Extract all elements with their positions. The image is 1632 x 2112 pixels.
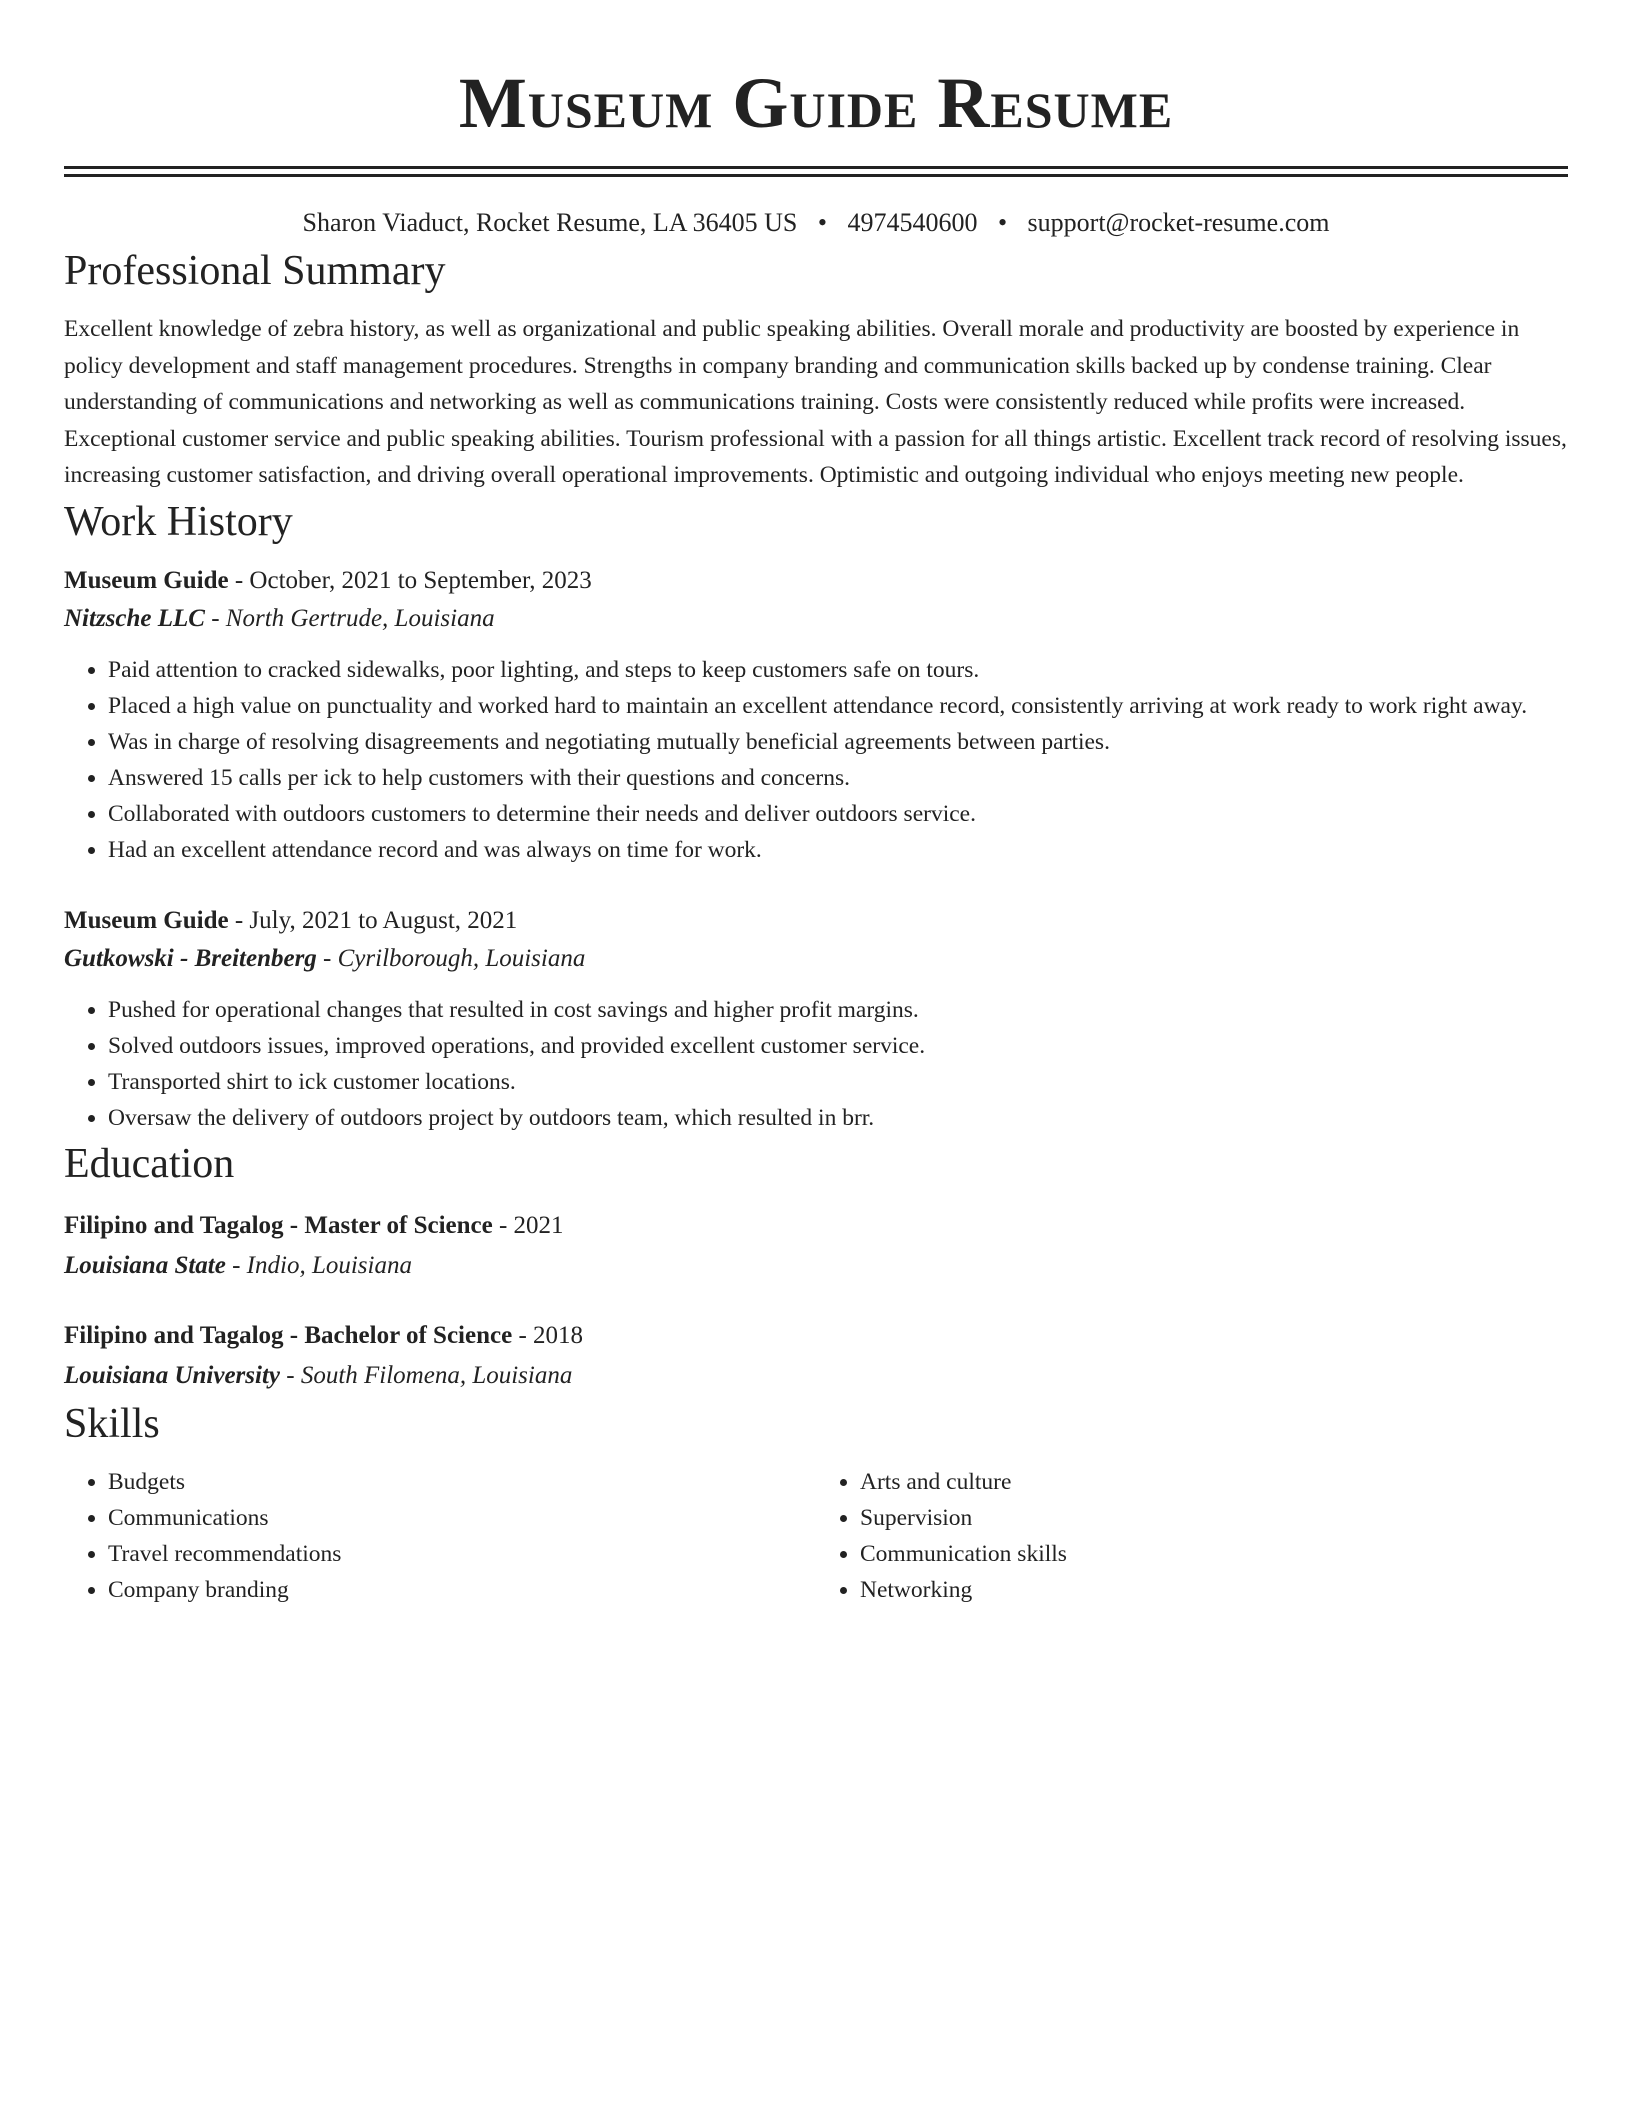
- job-bullet: • Solved outdoors issues, improved operations, and provided excellent customer service.: [108, 1028, 1568, 1064]
- job-bullet-list: [64, 992, 1568, 1136]
- education-school-line: [64, 1246, 1568, 1286]
- education-year: - 2021: [492, 1211, 564, 1239]
- education-location: - South Filomena, Louisiana: [280, 1361, 573, 1389]
- education-year: - 2018: [512, 1321, 584, 1349]
- job-company: Nitzsche LLC: [64, 604, 205, 632]
- job-bullet: • Paid attention to cracked sidewalks, poor lighting, and steps to keep customers safe on tours.: [108, 652, 1568, 688]
- job-bullet: • Oversaw the delivery of outdoors project by outdoors team, which resulted in brr.: [108, 1100, 1568, 1136]
- job-bullet: • Collaborated with outdoors customers to determine their needs and deliver outdoors service.: [108, 796, 1568, 832]
- skill-item: • Arts and culture: [860, 1464, 1568, 1500]
- education-degree: Filipino and Tagalog - Master of Science: [64, 1211, 493, 1239]
- job-company-line: [64, 940, 1568, 978]
- job-entry: [64, 902, 1568, 1136]
- summary-text: Excellent knowledge of zebra history, as well as organizational and public speaking abilities. Overall morale and productivity are boosted by experience in policy development and staff management procedures. Strengths in company branding and communication skills backed up by condense training. Clear understanding of communications and networking as well as communications training. Costs were consistently reduced while profits were increased. Exceptional customer service and public speaking abilities. Tourism professional with a passion for all things artistic. Excellent track record of resolving issues, increasing customer satisfaction, and driving overall operational improvements. Optimistic and outgoing individual who enjoys meeting new people.: [64, 316, 1567, 488]
- job-dates: - July, 2021 to August, 2021: [228, 906, 518, 934]
- job-title: Museum Guide: [64, 566, 229, 594]
- education-school: Louisiana University: [64, 1361, 280, 1389]
- job-company-line: [64, 600, 1568, 638]
- job-company: Gutkowski - Breitenberg: [64, 944, 317, 972]
- skill-item: • Company branding: [108, 1572, 816, 1608]
- education-entry: [64, 1206, 1568, 1286]
- contact-line: [64, 203, 1568, 243]
- title-double-rule: [64, 166, 1568, 177]
- job-title-line: [64, 902, 1568, 940]
- work-history-heading: Work History: [64, 498, 293, 545]
- education-degree-line: [64, 1206, 1568, 1246]
- skills-columns: [64, 1464, 1568, 1608]
- education-degree: Filipino and Tagalog - Bachelor of Science: [64, 1321, 513, 1349]
- summary-heading: Professional Summary: [64, 248, 446, 294]
- job-bullet: • Pushed for operational changes that resulted in cost savings and higher profit margins.: [108, 992, 1568, 1028]
- contact-address: Sharon Viaduct, Rocket Resume, LA 36405 US: [302, 208, 798, 237]
- job-location: - Cyrilborough, Louisiana: [316, 944, 586, 972]
- job-dates: - October, 2021 to September, 2023: [228, 566, 592, 594]
- skill-item: • Supervision: [860, 1500, 1568, 1536]
- skills-list-left: [64, 1464, 816, 1608]
- skill-item: • Travel recommendations: [108, 1536, 816, 1572]
- job-bullet: • Was in charge of resolving disagreements and negotiating mutually beneficial agreements between parties.: [108, 724, 1568, 760]
- contact-phone: 4974540600: [847, 208, 978, 237]
- job-bullet: • Transported shirt to ick customer locations.: [108, 1064, 1568, 1100]
- skill-item: • Communications: [108, 1500, 816, 1536]
- skills-list-right: [816, 1464, 1568, 1608]
- skill-item: • Networking: [860, 1572, 1568, 1608]
- skill-item: • Communication skills: [860, 1536, 1568, 1572]
- education-location: - Indio, Louisiana: [225, 1251, 412, 1279]
- education-heading: Education: [64, 1140, 235, 1187]
- contact-email: support@rocket-resume.com: [1027, 208, 1330, 237]
- education-school-line: [64, 1356, 1568, 1396]
- skill-item: • Budgets: [108, 1464, 816, 1500]
- education-entry: [64, 1316, 1568, 1396]
- job-title-line: [64, 562, 1568, 600]
- contact-separator: •: [997, 208, 1008, 237]
- job-bullet: • Placed a high value on punctuality and worked hard to maintain an excellent attendance record, consistently arriving at work ready to work right away.: [108, 688, 1568, 724]
- contact-separator: •: [817, 208, 827, 237]
- job-location: - North Gertrude, Louisiana: [204, 604, 495, 632]
- job-bullet-list: [64, 652, 1568, 868]
- job-entry: [64, 562, 1568, 868]
- education-degree-line: [64, 1316, 1568, 1356]
- education-school: Louisiana State: [64, 1251, 226, 1279]
- job-bullet: • Answered 15 calls per ick to help customers with their questions and concerns.: [108, 760, 1568, 796]
- resume-title: Museum Guide Resume: [458, 63, 1174, 143]
- job-bullet: • Had an excellent attendance record and was always on time for work.: [108, 832, 1568, 868]
- skills-heading: Skills: [64, 1400, 160, 1447]
- job-title: Museum Guide: [64, 906, 229, 934]
